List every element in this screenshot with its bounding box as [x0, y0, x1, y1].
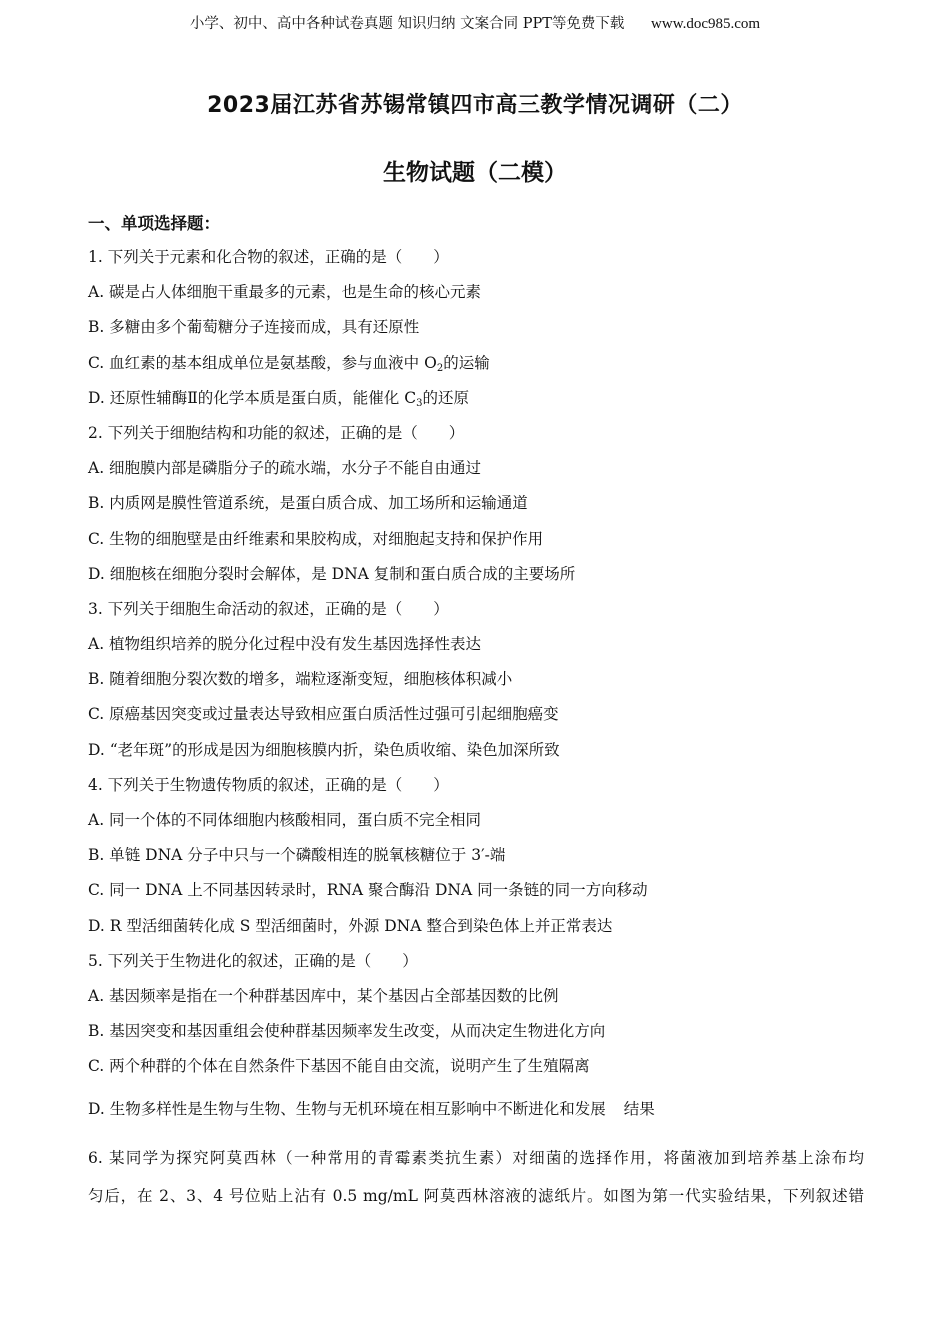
question-5-option-d-tail: 结果	[623, 1099, 655, 1118]
question-3-stem: 3. 下列关于细胞生命活动的叙述，正确的是（ ）	[88, 599, 449, 618]
question-1-option-b: B. 多糖由多个葡萄糖分子连接而成，具有还原性	[88, 318, 420, 337]
question-4-option-d: D. R 型活细菌转化成 S 型活细菌时，外源 DNA 整合到染色体上并正常表达	[88, 916, 613, 935]
question-4-option-a: A. 同一个体的不同体细胞内核酸相同，蛋白质不完全相同	[88, 811, 482, 829]
question-4-stem: 4. 下列关于生物遗传物质的叙述，正确的是（ ）	[88, 775, 449, 794]
questions-body	[88, 240, 868, 1215]
question-3-option-a: A. 植物组织培养的脱分化过程中没有发生基因选择性表达	[88, 635, 482, 654]
question-5-stem: 5. 下列关于生物进化的叙述，正确的是（ ）	[88, 951, 418, 970]
question-1-option-d-tail: 的还原	[422, 388, 469, 407]
question-1-option-d-text: D. 还原性辅酶Ⅱ的化学本质是蛋白质，能催化 C	[88, 388, 417, 407]
question-3-option-d: D. “老年斑”的形成是因为细胞核膜内折，染色质收缩、染色加深所致	[88, 740, 560, 759]
question-1-option-c	[88, 346, 868, 381]
question-1-option-c-tail: 的运输	[443, 353, 490, 372]
question-5-option-a: A. 基因频率是指在一个种群基因库中，某个基因占全部基因数的比例	[88, 986, 559, 1005]
section-heading: 一、单项选择题：	[88, 214, 220, 233]
question-1-option-c-text: C. 血红素的基本组成单位是氨基酸，参与血液中 O	[88, 353, 437, 372]
question-2-option-c: C. 生物的细胞壁是由纤维素和果胶构成，对细胞起支持和保护作用	[88, 529, 544, 548]
question-5-option-d	[88, 1092, 868, 1127]
question-2-option-b: B. 内质网是膜性管道系统，是蛋白质合成、加工场所和运输通道	[88, 494, 528, 513]
question-3-option-b: B. 随着细胞分裂次数的增多，端粒逐渐变短，细胞核体积减小	[88, 670, 513, 689]
question-4-option-c: C. 同一 DNA 上不同基因转录时，RNA 聚合酶沿 DNA 同一条链的同一方向移动	[88, 881, 648, 900]
question-1-option-a: A. 碳是占人体细胞干重最多的元素，也是生命的核心元素	[88, 283, 482, 302]
exam-title: 2023届江苏省苏锡常镇四市高三教学情况调研（二）	[207, 93, 743, 118]
question-1-option-d-subscript: 3	[416, 397, 423, 409]
question-6-stem	[88, 1139, 864, 1215]
question-6-line-1: 6. 某同学为探究阿莫西林（一种常用的青霉素类抗生素）对细菌的选择作用，将菌液加到培养基上涂布均	[88, 1148, 864, 1167]
question-1-option-d	[88, 381, 868, 416]
question-4-option-b: B. 单链 DNA 分子中只与一个磷酸相连的脱氧核糖位于 3′-端	[88, 846, 506, 865]
exam-subtitle: 生物试题（二模）	[383, 160, 567, 186]
question-5-option-b: B. 基因突变和基因重组会使种群基因频率发生改变，从而决定生物进化方向	[88, 1022, 606, 1041]
question-5-option-d-text: D. 生物多样性是生物与生物、生物与无机环境在相互影响中不断进化和发展	[88, 1099, 606, 1118]
question-2-stem: 2. 下列关于细胞结构和功能的叙述，正确的是（ ）	[88, 423, 465, 442]
question-1-stem: 1. 下列关于元素和化合物的叙述，正确的是（ ）	[88, 248, 449, 266]
question-6-line-2: 匀后，在 2、3、4 号位贴上沾有 0.5 mg/mL 阿莫西林溶液的滤纸片。如图为第一代实验结果，下列叙述错	[88, 1186, 864, 1205]
question-2-option-d: D. 细胞核在细胞分裂时会解体，是 DNA 复制和蛋白质合成的主要场所	[88, 564, 576, 583]
question-3-option-c: C. 原癌基因突变或过量表达导致相应蛋白质活性过强可引起细胞癌变	[88, 705, 559, 724]
header-site-link[interactable]: www.doc985.com	[651, 16, 761, 32]
question-2-option-a: A. 细胞膜内部是磷脂分子的疏水端，水分子不能自由通过	[88, 459, 482, 478]
page-header	[0, 12, 950, 33]
question-1-option-c-subscript: 2	[436, 362, 444, 374]
header-promo-text: 小学、初中、高中各种试卷真题 知识归纳 文案合同 PPT等免费下载	[189, 16, 625, 32]
question-5-option-c: C. 两个种群的个体在自然条件下基因不能自由交流，说明产生了生殖隔离	[88, 1057, 590, 1076]
